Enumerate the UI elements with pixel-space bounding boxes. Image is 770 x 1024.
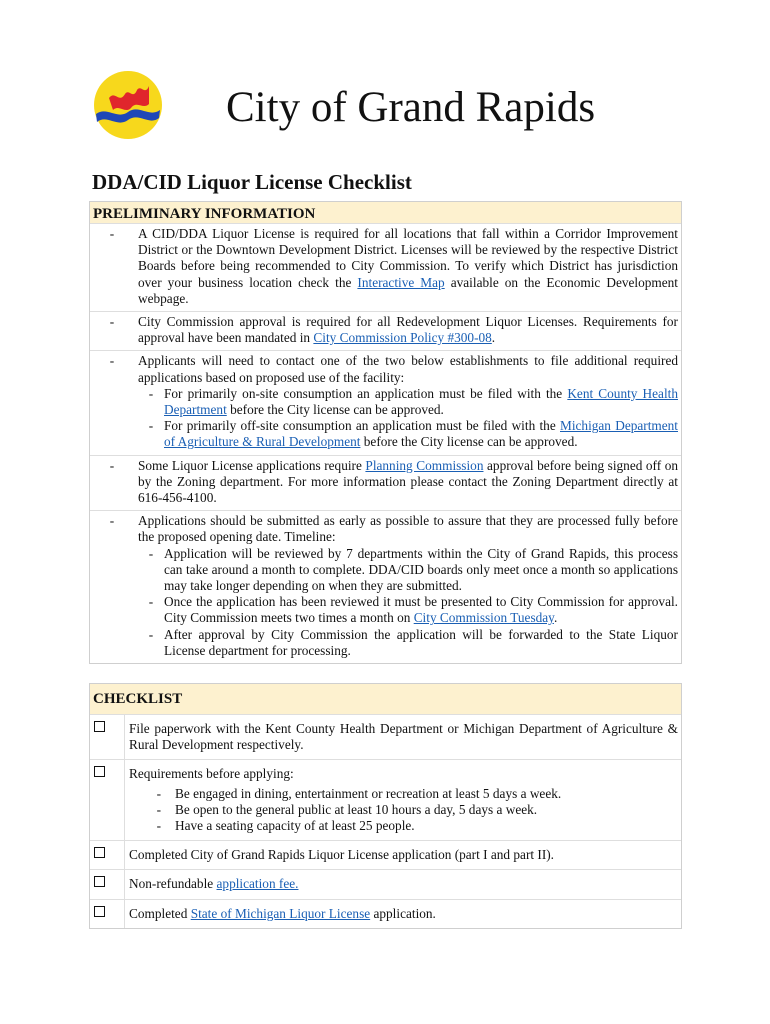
page-title: City of Grand Rapids — [226, 84, 596, 131]
checkbox[interactable] — [90, 760, 125, 840]
dash-marker: - — [109, 457, 115, 473]
checkbox[interactable] — [90, 841, 125, 869]
checklist-section — [89, 683, 682, 929]
city-commission-tuesday-link[interactable]: City Commission Tuesday — [413, 610, 554, 626]
sub-item: - Application will be reviewed by 7 departments within the City of Grand Rapids, this process can take around a month to complete. DDA/CID boards only meet once a month so applications may take longer depending on when they are submitted. — [148, 545, 678, 594]
sub-item: - Once the application has been reviewed it must be presented to City Commission for approval. City Commission meets two times a month on City Commission Tuesday. — [148, 594, 678, 626]
requirement-bullet: - Be open to the general public at least 10 hours a day, 5 days a week. — [156, 801, 538, 817]
list-item: - Applicants will need to contact one of the two below establishments to file additional required applications based on proposed use of the facility: - For primarily on-site consumption an application must be filed with the Kent County Health Department before the City license can be approved. - For primarily off-site consumption an application must be filed with the Michigan Department of Agriculture & Rural Development before the City license can be approved. — [90, 350, 681, 454]
sub-item: - After approval by City Commission the application will be forwarded to the State Liquor License department for processing. — [148, 626, 678, 658]
dash-marker: - — [109, 314, 115, 330]
list-item: - Applications should be submitted as early as possible to assure that they are processed fully before the proposed opening date. Timeline: - Application will be reviewed by 7 departments within the City of Grand Rapids, this process can take around a month to complete. DDA/CID boards only meet once a month so applications may take longer depending on when they are submitted. - Once the application has been reviewed it must be presented to City Commission for approval. City Commission meets two times a month on City Commission Tuesday. - After approval by City Commission the application will be forwarded to the State Liquor License department for processing. — [90, 510, 681, 663]
checklist-heading: CHECKLIST — [90, 684, 681, 714]
requirement-bullet: - Be engaged in dining, entertainment or recreation at least 5 days a week. — [156, 785, 562, 801]
planning-commission-link[interactable]: Planning Commission — [365, 457, 484, 473]
dash-marker: - — [109, 513, 115, 529]
checklist-row: Non-refundable application fee. — [90, 869, 681, 898]
kent-county-health-link[interactable]: Kent County Health Department — [164, 385, 678, 418]
list-item: - Some Liquor License applications require Planning Commission approval before being signed off on by the Zoning department. For more information please contact the Zoning Department directly at 616-456-4100. — [90, 455, 681, 511]
dash-marker: - — [109, 226, 115, 241]
checklist-row: File paperwork with the Kent County Health Department or Michigan Department of Agriculture & Rural Development respectively. — [90, 714, 681, 759]
application-fee-link[interactable]: application fee. — [216, 876, 299, 892]
sub-item: - For primarily on-site consumption an application must be filed with the Kent County Health Department before the City license can be approved. — [148, 385, 678, 418]
document-heading: DDA/CID Liquor License Checklist — [92, 170, 412, 194]
checkbox[interactable] — [90, 870, 125, 898]
checklist-row: Completed State of Michigan Liquor License application. — [90, 899, 681, 928]
dash-marker: - — [109, 353, 115, 369]
list-item: - A CID/DDA Liquor License is required for all locations that fall within a Corridor Improvement District or the Downtown Development District. Licenses will be reviewed by the respective District Boards before being recommended to City Commission. To verify which District has jurisdiction over your business location check the Interactive Map available on the Economic Development webpage. — [90, 223, 681, 311]
checkbox[interactable] — [90, 715, 125, 759]
sub-item: - For primarily off-site consumption an application must be filed with the Michigan Department of Agriculture & Rural Development before the City license can be approved. — [148, 418, 678, 450]
list-item: - City Commission approval is required for all Redevelopment Liquor Licenses. Requirements for approval have been mandated in City Commission Policy #300-08. — [90, 311, 681, 350]
checkbox[interactable] — [90, 900, 125, 928]
interactive-map-link[interactable]: Interactive Map — [357, 274, 445, 290]
checklist-row: Requirements before applying: - Be engaged in dining, entertainment or recreation at least 5 days a week. - Be open to the general public at least 10 hours a day, 5 days a week. - Have a seating capacity of at least 25 people. — [90, 759, 681, 840]
state-liquor-license-link[interactable]: State of Michigan Liquor License — [190, 905, 371, 921]
requirement-bullet: - Have a seating capacity of at least 25 people. — [156, 818, 415, 834]
preliminary-heading: PRELIMINARY INFORMATION — [90, 202, 681, 223]
checklist-row: Completed City of Grand Rapids Liquor License application (part I and part II). — [90, 840, 681, 869]
city-logo — [93, 70, 163, 140]
michigan-agriculture-link[interactable]: Michigan Department of Agriculture & Rural Development — [164, 418, 678, 450]
preliminary-section — [89, 201, 682, 664]
policy-link[interactable]: City Commission Policy #300-08 — [313, 330, 492, 346]
